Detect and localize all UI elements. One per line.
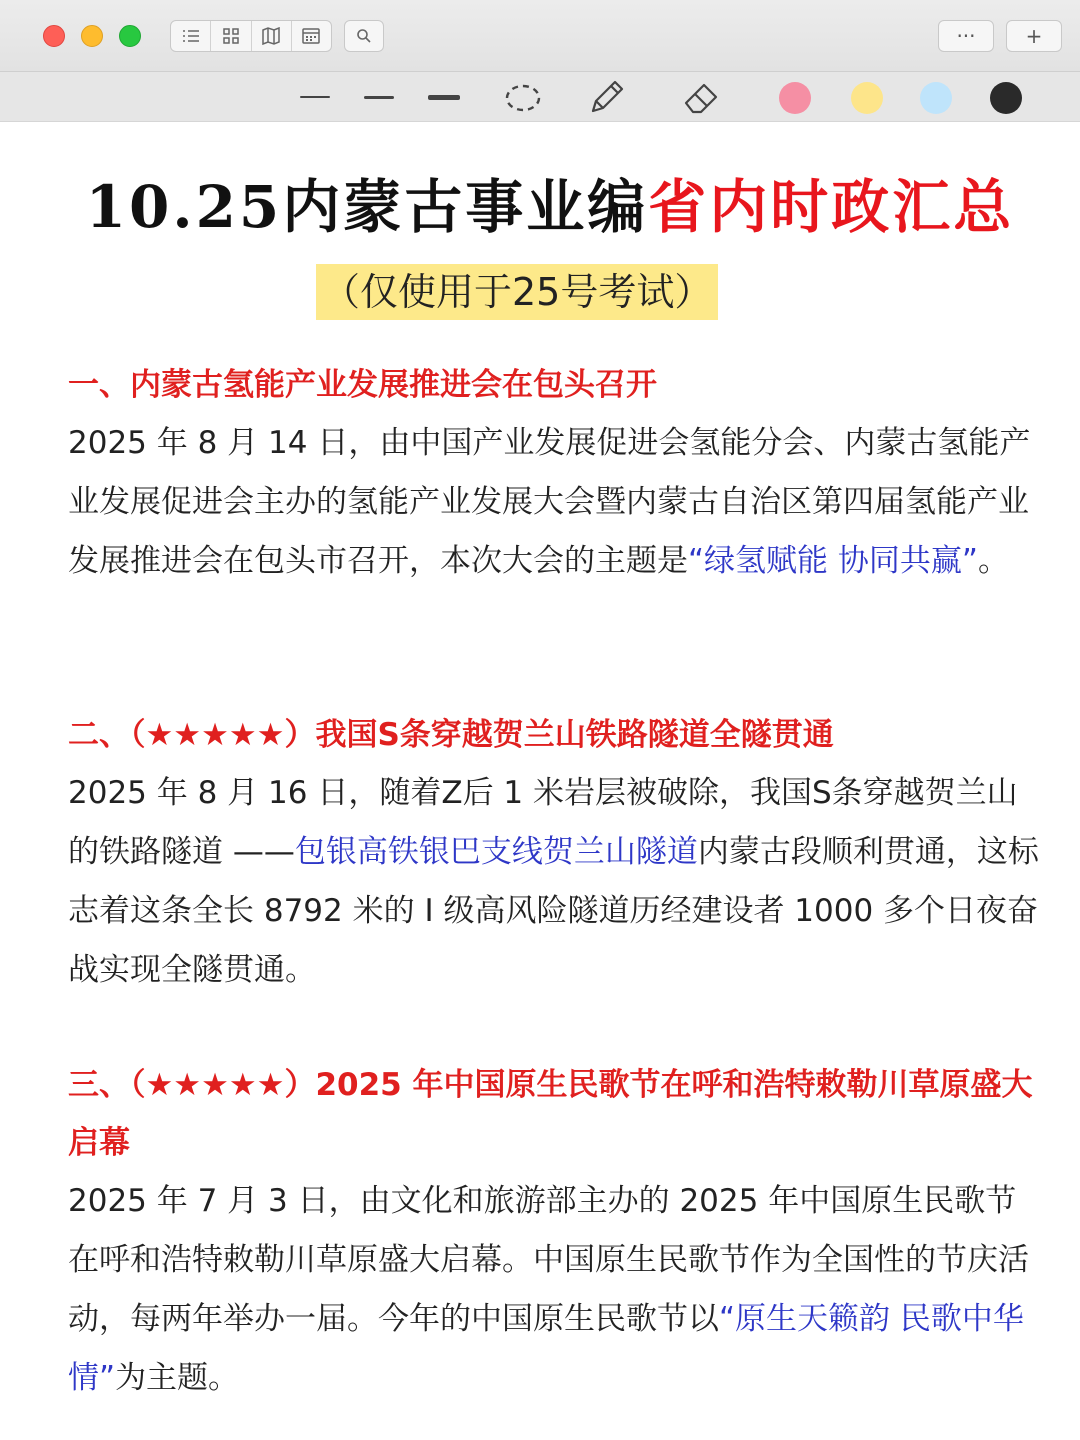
news-section-2 — [68, 706, 1040, 1000]
news-section-1 — [68, 356, 1040, 591]
more-icon: ··· — [956, 24, 976, 48]
section-body — [68, 1172, 1040, 1408]
eraser-icon[interactable] — [680, 76, 722, 118]
section-body — [68, 414, 1040, 591]
yellow-color-swatch[interactable] — [851, 82, 883, 114]
section-title: 二、（★★★★★）我国S条穿越贺兰山铁路隧道全隧贯通 — [68, 717, 834, 753]
book-icon[interactable] — [252, 21, 292, 51]
search-button[interactable] — [344, 20, 384, 52]
thick-line-icon[interactable] — [428, 94, 460, 100]
medium-line-icon[interactable] — [364, 94, 394, 100]
black-color-swatch[interactable] — [990, 82, 1022, 114]
close-window-button[interactable] — [43, 25, 65, 47]
document-page — [0, 122, 1080, 1440]
body-text-end: 为主题。 — [115, 1360, 240, 1396]
pink-color-swatch[interactable] — [779, 82, 811, 114]
pencil-icon[interactable] — [586, 76, 628, 118]
grid-view-icon[interactable] — [211, 21, 251, 51]
page-title — [60, 160, 1040, 244]
lasso-select-icon[interactable] — [504, 80, 542, 116]
zoom-window-button[interactable] — [119, 25, 141, 47]
title-black-part: 10.25内蒙古事业编 — [85, 173, 649, 241]
highlighted-phrase: 包银高铁银巴支线贺兰山隧道 — [294, 834, 698, 870]
news-section-3 — [68, 1056, 1040, 1408]
section-title: 一、内蒙古氢能产业发展推进会在包头召开 — [68, 367, 657, 403]
search-icon — [356, 28, 372, 44]
add-icon: + — [1025, 24, 1043, 48]
more-button[interactable] — [938, 20, 994, 52]
light-blue-color-swatch[interactable] — [920, 82, 952, 114]
title-red-part: 省内时政汇总 — [648, 173, 1015, 241]
subtitle-highlight: （仅使用于25号考试） — [316, 264, 718, 320]
view-mode-group — [170, 20, 332, 52]
highlighted-phrase: “原生天籁韵 民歌中华情” — [68, 1301, 1024, 1396]
section-body — [68, 764, 1040, 1000]
list-view-icon[interactable] — [171, 21, 211, 51]
highlighted-phrase: “绿氢赋能 协同共赢” — [688, 543, 978, 579]
calendar-icon[interactable] — [292, 21, 331, 51]
body-text-end: 。 — [977, 543, 1009, 579]
body-text: 2025 年 7 月 3 日，由文化和旅游部主办的 2025 年中国原生民歌节在呼和浩特敕勒川草原盛大启幕。中国原生民歌节作为全国性的节庆活动，每两年举办一届。今年的中国原生民歌节以 — [68, 1183, 1029, 1337]
add-button[interactable] — [1006, 20, 1062, 52]
body-text: 2025 年 8 月 14 日，由中国产业发展促进会氢能分会、内蒙古氢能产业发展促进会主办的氢能产业发展大会暨内蒙古自治区第四届氢能产业发展推进会在包头市召开，本次大会的主题是 — [68, 425, 1031, 579]
thin-line-icon[interactable] — [300, 94, 330, 100]
body-text-end: 内蒙古段顺利贯通，这标志着这条全长 8792 米的 I 级高风险隧道历经建设者 1000 多个日夜奋战实现全隧贯通。 — [68, 834, 1039, 988]
window-titlebar — [0, 0, 1080, 72]
minimize-window-button[interactable] — [81, 25, 103, 47]
section-title: 三、（★★★★★）2025 年中国原生民歌节在呼和浩特敕勒川草原盛大启幕 — [68, 1067, 1033, 1161]
body-text: 2025 年 8 月 16 日，随着Z后 1 米岩层被破除，我国S条穿越贺兰山的铁路隧道 —— — [68, 775, 1018, 870]
markup-toolbar — [0, 72, 1080, 122]
